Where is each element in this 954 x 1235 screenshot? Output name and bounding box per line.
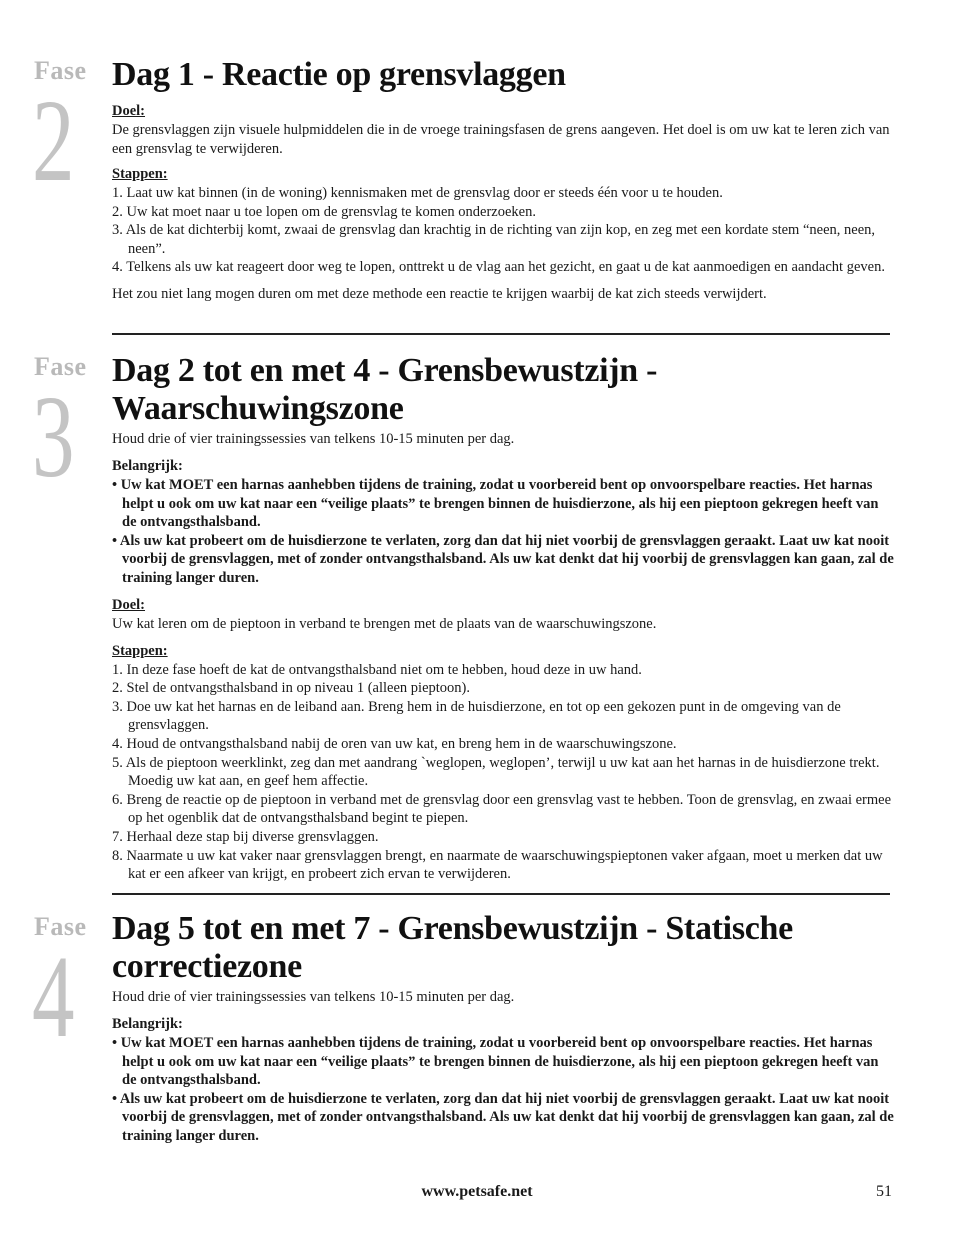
phase-2-title: Dag 1 - Reactie op grensvlaggen [112, 56, 566, 93]
important-label: Belangrijk: [112, 1016, 183, 1032]
goal-text: De grensvlaggen zijn visuele hulpmiddelen die in de vroege trainingsfasen de grens aangeven. Het doel is om uw kat te leren zich van een grensvlag te verwijderen. [112, 122, 890, 157]
intro-text: Houd drie of vier trainingssessies van telkens 10-15 minuten per dag. [112, 989, 515, 1005]
list-item: 7. Herhaal deze stap bij diverse grensvlaggen. [112, 828, 379, 845]
steps-label: Stappen: [112, 642, 168, 659]
list-item: 5. Als de pieptoon weerklinkt, zeg dan met aandrang `weglopen, weglopen’, terwijl u uw kat aan het harnas in de huisdierzone trekt. Moedig uw kat aan, en geef hem affectie. [112, 754, 880, 790]
steps-label: Stappen: [112, 166, 168, 182]
page-number: 51 [876, 1183, 892, 1200]
goal-text: Uw kat leren om de pieptoon in verband te brengen met de plaats van de waarschuwingszone. [112, 615, 657, 632]
phase-label: Fase [34, 352, 87, 381]
phase-2-section [112, 56, 894, 304]
phase-number: 2 [32, 75, 75, 206]
phase-4-title: Dag 5 tot en met 7 - Grensbewustzijn - Statische correctiezone [112, 910, 793, 985]
section-divider [112, 893, 890, 895]
phase-4-section [112, 910, 894, 1146]
section-divider [112, 333, 890, 335]
list-item: 6. Breng de reactie op de pieptoon in verband met de grensvlag door een grensvlag vast te hebben. Toon de grensvlag, en zwaai ermee op het ogenblik dat de ontvangsthalsband begint te piepen. [112, 791, 892, 827]
intro-text: Houd drie of vier trainingssessies van telkens 10-15 minuten per dag. [112, 431, 515, 447]
list-item: 2. Stel de ontvangsthalsband in op niveau 1 (alleen pieptoon). [112, 680, 470, 697]
list-item: 8. Naarmate u uw kat vaker naar grensvlaggen brengt, en naarmate de waarschuwingspieptonen vaker afgaan, moet u merken dat uw kat er een afkeer van krijgt, en probeert zich ervan te verwijderen. [112, 847, 883, 883]
phase-label: Fase [34, 56, 87, 85]
important-list [112, 1034, 894, 1146]
phase-label: Fase [34, 912, 87, 941]
phase-number: 4 [32, 931, 75, 1062]
steps-list [112, 184, 894, 277]
closing-text: Het zou niet lang mogen duren om met deze methode een reactie te krijgen waarbij de kat zich steeds verwijdert. [112, 285, 767, 302]
goal-label: Doel: [112, 596, 146, 613]
steps-list [112, 661, 894, 884]
goal-label: Doel: [112, 103, 146, 119]
footer-url: www.petsafe.net [421, 1183, 533, 1200]
list-item: • Uw kat MOET een harnas aanhebben tijdens de training, zodat u voorbereid bent op onvoorspelbare reacties. Het harnas helpt u ook om uw kat naar een “veilige plaats” te brengen binnen de huisdierzone, als hij een pieptoon gekregen heeft van de ontvangsthalsband. [112, 477, 879, 531]
list-item: • Uw kat MOET een harnas aanhebben tijdens de training, zodat u voorbereid bent op onvoorspelbare reacties. Het harnas helpt u ook om uw kat naar een “veilige plaats” te brengen binnen de huisdierzone, als hij een pieptoon gekregen heeft van de ontvangsthalsband. [112, 1035, 879, 1089]
phase-number: 3 [32, 371, 75, 502]
list-item: 4. Houd de ontvangsthalsband nabij de oren van uw kat, en breng hem in de waarschuwingszone. [112, 735, 677, 752]
important-label: Belangrijk: [112, 458, 183, 474]
phase-3-section [112, 352, 894, 884]
list-item: 2. Uw kat moet naar u toe lopen om de grensvlag te komen onderzoeken. [112, 203, 536, 220]
list-item: • Als uw kat probeert om de huisdierzone te verlaten, zorg dan dat hij niet voorbij de grensvlaggen geraakt. Laat uw kat nooit voorbij de grensvlaggen, met of zonder ontvangsthalsband. Als uw kat denkt dat hij voorbij de grensvlaggen kan gaan, zal de training langer duren. [112, 532, 894, 586]
list-item: 3. Doe uw kat het harnas en de leiband aan. Breng hem in de huisdierzone, en tot op een gekozen punt in de omgeving van de grensvlaggen. [112, 698, 841, 734]
important-list [112, 476, 894, 588]
list-item: 4. Telkens als uw kat reageert door weg te lopen, onttrekt u de vlag aan het gezicht, en gaat u de kat aanmoedigen en aandacht geven. [112, 259, 885, 276]
phase-3-title: Dag 2 tot en met 4 - Grensbewustzijn - Waarschuwingszone [112, 352, 658, 427]
list-item: • Als uw kat probeert om de huisdierzone te verlaten, zorg dan dat hij niet voorbij de grensvlaggen geraakt. Laat uw kat nooit voorbij de grensvlaggen, met of zonder ontvangsthalsband. Als uw kat denkt dat hij voorbij de grensvlaggen kan gaan, zal de training langer duren. [112, 1090, 894, 1144]
list-item: 1. Laat uw kat binnen (in de woning) kennismaken met de grensvlag door er steeds één voor u te houden. [112, 185, 723, 201]
list-item: 3. Als de kat dichterbij komt, zwaai de grensvlag dan krachtig in de richting van zijn kop, en zeg met een kordate stem “neen, neen, neen”. [112, 222, 876, 257]
list-item: 1. In deze fase hoeft de kat de ontvangsthalsband niet om te hebben, houd deze in uw hand. [112, 661, 642, 678]
